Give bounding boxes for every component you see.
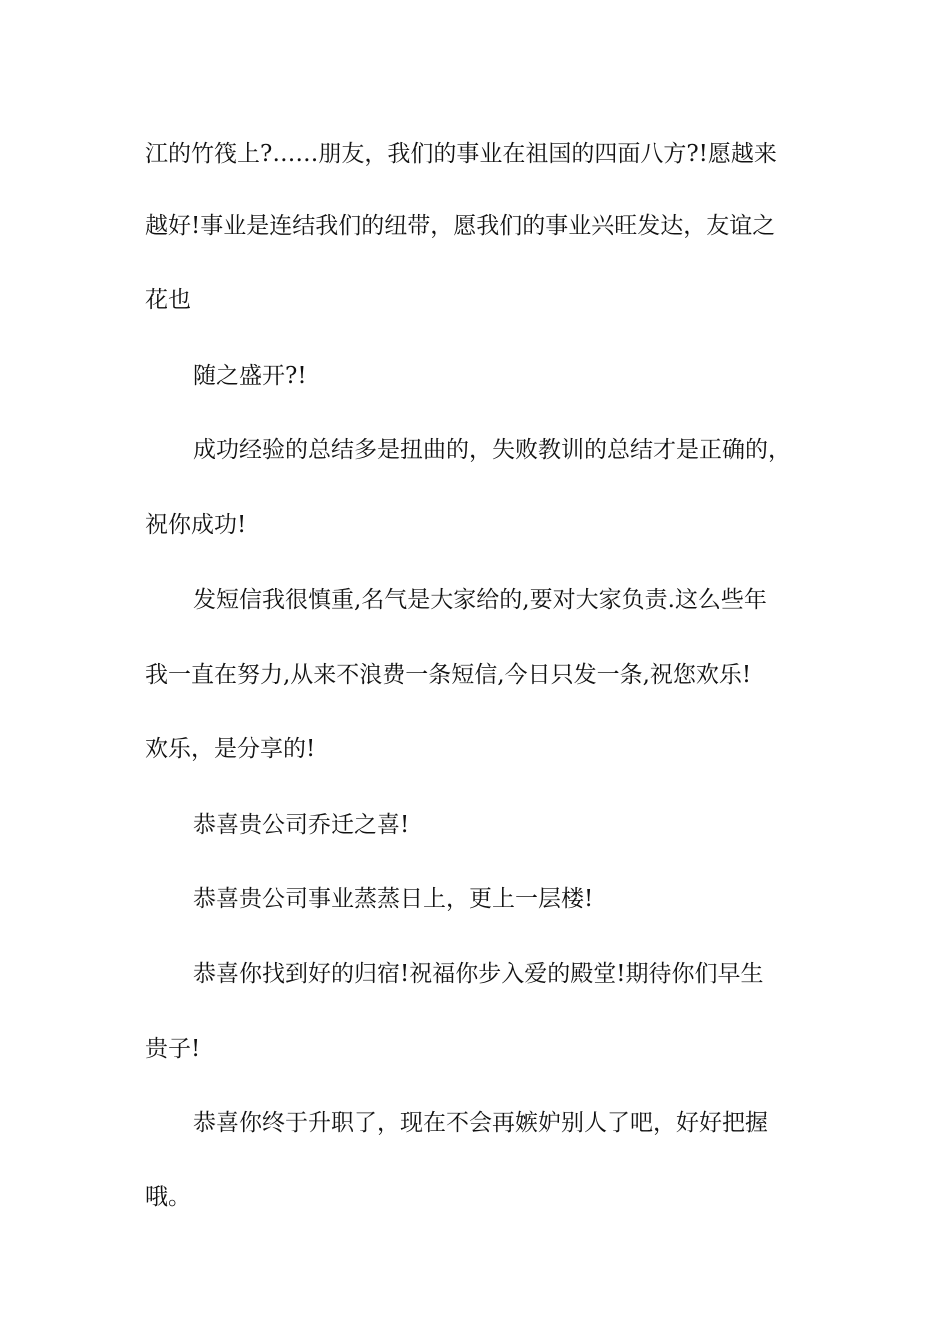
paragraph-line: 发短信我很慎重,名气是大家给的,要对大家负责.这么些年 — [193, 587, 767, 613]
text-line: 祝你成功! — [145, 512, 247, 538]
paragraph-line: 恭喜贵公司乔迁之喜! — [193, 812, 410, 838]
text-line: 贵子! — [145, 1036, 201, 1062]
paragraph-line: 恭喜你找到好的归宿!祝福你步入爱的殿堂!期待你们早生 — [193, 961, 764, 987]
paragraph-line: 恭喜你终于升职了，现在不会再嫉妒别人了吧，好好把握 — [193, 1110, 768, 1136]
paragraph-line: 随之盛开?! — [193, 363, 307, 389]
text-line: 越好!事业是连结我们的纽带，愿我们的事业兴旺发达，友谊之 — [145, 213, 776, 239]
text-line: 江的竹筏上?……朋友，我们的事业在祖国的四面八方?!愿越来 — [145, 141, 777, 167]
paragraph-line: 成功经验的总结多是扭曲的，失败教训的总结才是正确的， — [193, 437, 791, 463]
text-line: 欢乐，是分享的! — [145, 736, 316, 762]
text-line: 我一直在努力,从来不浪费一条短信,今日只发一条,祝您欢乐! — [145, 662, 752, 688]
paragraph-line: 恭喜贵公司事业蒸蒸日上，更上一层楼! — [193, 886, 594, 912]
text-line: 哦。 — [145, 1184, 191, 1210]
text-line: 花也 — [145, 287, 191, 313]
